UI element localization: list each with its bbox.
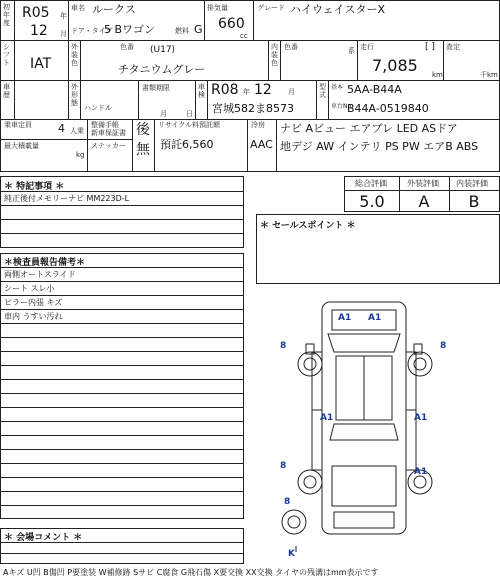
inspector-note-item: シート スレ小 [4,284,55,293]
note-line [1,281,243,282]
equipment-line-2: 地デジ AW インテリ PS PW エアB ABS [280,140,479,153]
col-divider [80,80,81,119]
note-line [1,267,243,268]
note-line [1,379,243,380]
car-damage-diagram [276,290,456,558]
label-car-name: 車名 [71,4,85,12]
col-divider [276,119,277,172]
tire-mark: 8 [440,341,447,351]
label-handle: ハンドル [84,104,112,112]
wheel-front-right [408,352,432,376]
note-line [1,337,243,338]
col-divider [280,40,281,80]
capacity-unit: 人乗 [70,127,84,135]
grade-name: ハイウェイスターX [290,3,385,16]
label-chassis: 車台No. [331,103,353,110]
special-note-item: 純正後付メモリーナビ MM223D-L [4,194,130,203]
label-basic: 基本 [331,84,344,91]
col-divider [87,119,88,172]
label-model: 型式 [319,83,326,99]
damage-mark: A1 [320,413,334,423]
displacement: 660 [218,16,245,32]
rear-hatch [332,466,396,506]
label-kei: 系 [348,47,355,55]
fuel-type: G [194,23,203,36]
wheel-front-left-hub [304,358,316,370]
shaken-month: 12 [254,82,272,98]
row-divider [0,119,500,120]
label-history: 車歴 [3,83,10,99]
exterior-score: A [418,192,430,211]
note-line [1,205,243,206]
interior-score: B [468,192,480,211]
sticker-value: 無 [136,142,150,158]
damage-mark: A1 [414,467,428,477]
exterior-score-label: 外装評価 [407,179,439,188]
label-sticker: ステッカー [91,142,126,150]
wheel-rear-left [298,470,322,494]
color-code: (U17) [150,45,176,55]
note-line [1,351,243,352]
label-doc-month: 月 [160,110,167,118]
shift-type: IAT [30,56,52,72]
note-line [1,365,243,366]
note-line [1,309,243,310]
col-divider [195,80,196,119]
label-recycle: リサイクル料預託額 [158,121,221,129]
legend: Aキズ U凹 B傷凹 P要塗装 W補修跡 Sサビ C腐食 G飛石傷 X要交換 XX交換 タイヤの残溝はmm表示です [3,568,379,577]
label-shape: 外形態 [71,83,78,107]
label-exterior-color: 外装色 [71,43,78,67]
damage-mark: A1 [368,313,382,323]
warranty-value: 後 [136,122,150,138]
note-line [1,553,243,554]
tire-mark: 8 [284,497,291,507]
note-line [1,505,243,506]
label-mileage: 走行 [360,43,374,51]
label-capacity: 乗車定員 [4,121,32,129]
special-notes-box [0,176,244,248]
col-divider [316,80,317,119]
row-divider [0,80,500,81]
tire-mark: 8 [280,461,287,471]
inspector-notes-box [0,253,244,519]
note-line [1,295,243,296]
right-side-panel [406,352,416,470]
label-color-code-2: 色番 [284,43,298,51]
label-warranty: 整備手帳 新車保証書 [91,121,126,137]
label-shaken: 車検 [198,83,205,99]
recycle-fee: 預託6,560 [160,138,214,151]
note-line [1,542,243,543]
inspection-unit: 千km [480,71,498,79]
col-divider [14,0,15,119]
mileage-bracket: [ ] [425,42,435,52]
label-interior-color: 内装色 [271,43,278,67]
label-year: 初年度 [3,3,10,27]
damage-mark: A1 [338,313,352,323]
model-code: 5AA-B44A [347,83,402,96]
capacity: 4 [58,122,65,135]
score-divider [345,190,499,191]
k-mark: K [288,549,295,558]
col-divider [204,0,205,40]
label-doc-day: 日 [186,110,193,118]
year-era: R05 [22,5,50,21]
tire-mark: 8 [280,341,287,351]
label-color-code: 色番 [120,43,134,51]
label-fuel: 燃料 [175,27,189,35]
col-divider [132,119,133,172]
col-divider [68,80,69,119]
shaken-month-unit: 月 [288,88,295,96]
row-divider [0,40,500,41]
wheel-rear-right-hub [414,476,426,488]
col-divider [138,80,139,119]
note-line [1,233,243,234]
note-line [1,323,243,324]
ac-type: AAC [250,138,273,151]
note-line [1,477,243,478]
col-divider [247,119,248,172]
note-line [1,219,243,220]
col-divider [443,40,444,80]
col-divider [328,80,329,119]
note-line [1,191,243,192]
note-line [1,393,243,394]
windshield [328,334,400,352]
inspector-note-item: 車内 うすい汚れ [4,312,63,321]
wheel-rear-left-hub [304,476,316,488]
col-divider [68,40,69,80]
note-line [1,435,243,436]
equipment-line-1: ナビ Aビュー エアブレ LED ASドア [280,122,458,135]
note-line [1,421,243,422]
label-door-type: ドア・タイプ [71,27,113,35]
chassis-number: B44A-0519840 [347,102,429,115]
note-line [1,463,243,464]
car-name: ルークス [92,3,136,16]
note-line [1,407,243,408]
first-reg-month: 12 [30,23,48,39]
label-displacement: 排気量 [207,4,228,12]
spare-tire [282,510,306,534]
col-divider [207,80,208,119]
overall-score: 5.0 [359,192,385,211]
special-notes-title: ＊ 特記事項 ＊ [4,182,65,192]
damage-mark: A1 [414,413,428,423]
col-divider [268,40,269,80]
overall-score-label: 総合評価 [355,179,387,188]
spare-tire-hub [288,516,300,528]
year-unit: 年 [60,12,67,20]
door-type: 5 Bワゴン [104,23,156,36]
venue-comment-box [0,528,244,564]
displacement-unit: cc [240,32,248,40]
label-max-load: 最大積載量 [4,142,39,150]
sales-point-box [256,214,500,284]
license-plate: 宮城582ま8573 [212,102,294,115]
col-divider [357,40,358,80]
shaken-year-unit: 年 [243,88,250,96]
note-line [1,449,243,450]
label-inspection: 査定 [446,43,460,51]
label-grade: グレード [257,4,285,12]
shaken-era: R08 [211,82,239,98]
col-divider [253,0,254,40]
inspector-note-item: ピラー内張 キズ [4,298,63,307]
rear-bumper [334,512,394,528]
rear-window [330,424,398,440]
max-load-unit: kg [76,151,85,159]
inspector-notes-title: ＊検査員報告備考＊ [4,258,86,268]
label-ac: 冷房 [251,121,265,129]
col-divider [68,0,69,40]
venue-comment-title: ＊ 会場コメント ＊ [4,533,83,543]
wheel-front-left [298,352,322,376]
month-unit: 月 [60,30,67,38]
scores-box [344,176,500,212]
inspector-note-item: 両側オートスライド [4,270,76,279]
col-divider [80,40,81,80]
col-divider [154,119,155,172]
label-shift: シフト [3,43,10,67]
color-name: チタニウムグレー [118,63,206,76]
sales-point-title: ＊ セールスポイント ＊ [260,221,356,231]
mileage: 7,085 [372,56,418,75]
note-line [1,491,243,492]
row-divider [0,139,132,140]
mileage-unit: km [432,71,443,79]
interior-score-label: 内装評価 [456,179,488,188]
label-document-date: 書類期限 [142,84,170,92]
